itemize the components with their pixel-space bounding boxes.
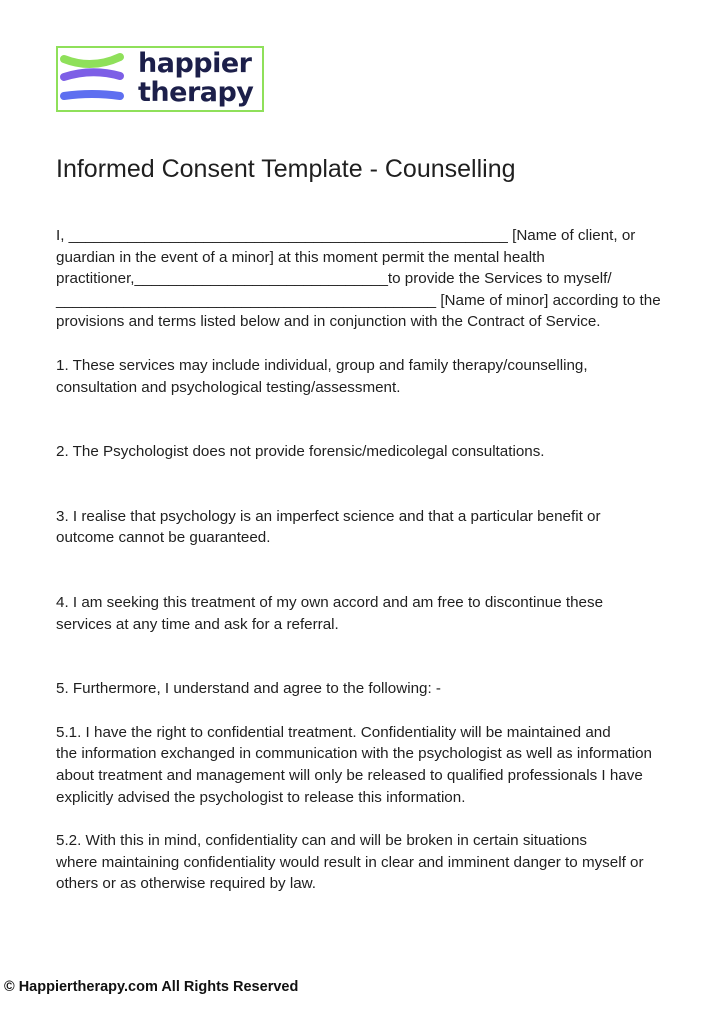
text-line: services at any time and ask for a referral. [56,615,339,633]
text-line: others or as otherwise required by law. [56,875,317,893]
text-line: consultation and psychological testing/assessment. [56,378,401,396]
page-title: Informed Consent Template - Counselling [56,155,516,183]
clause-3 [56,506,706,549]
text-line: guardian in the event of a minor] at this moment permit the mental health [56,248,545,266]
text-line: explicitly advised the psychologist to release this information. [56,788,466,806]
text-line: I, ____________________________________________________ [Name of client, or [56,227,636,244]
text-line: practitioner,______________________________to provide the Services to myself/ [56,270,612,288]
clause-5-2 [56,830,706,895]
text-line: provisions and terms listed below and in conjunction with the Contract of Service. [56,313,601,331]
text-line: 5.2. With this in mind, confidentiality can and will be broken in certain situations [56,832,587,850]
text-line: where maintaining confidentiality would result in clear and imminent danger to myself or [56,853,644,871]
text-line: _____________________________________________ [Name of minor] according to the [56,291,661,309]
document-body [56,225,706,895]
text-line: 4. I am seeking this treatment of my own accord and am free to discontinue these [56,593,604,611]
text-line: the information exchanged in communication with the psychologist as well as information [56,745,652,763]
text-line: about treatment and management will only be released to qualified professionals I have [56,766,643,784]
clause-5 [56,678,706,700]
clause-5-1 [56,722,706,808]
text-line: 3. I realise that psychology is an imperfect science and that a particular benefit or [56,507,601,525]
happier-therapy-logo [56,46,264,112]
clause-4 [56,592,706,635]
logo-text-therapy: therapy [138,77,254,108]
text-line: 1. These services may include individual, group and family therapy/counselling, [56,356,588,374]
logo-text-happier: happier [138,48,252,79]
copyright-footer: © Happiertherapy.com All Rights Reserved [4,979,299,995]
text-line: 5. Furthermore, I understand and agree to the following: - [56,680,441,698]
intro-paragraph [56,225,706,333]
text-line: outcome cannot be guaranteed. [56,529,271,547]
clause-1 [56,355,706,398]
text-line: 5.1. I have the right to confidential treatment. Confidentiality will be maintained and [56,723,611,741]
clause-2 [56,441,706,463]
text-line: 2. The Psychologist does not provide forensic/medicolegal consultations. [56,443,545,461]
